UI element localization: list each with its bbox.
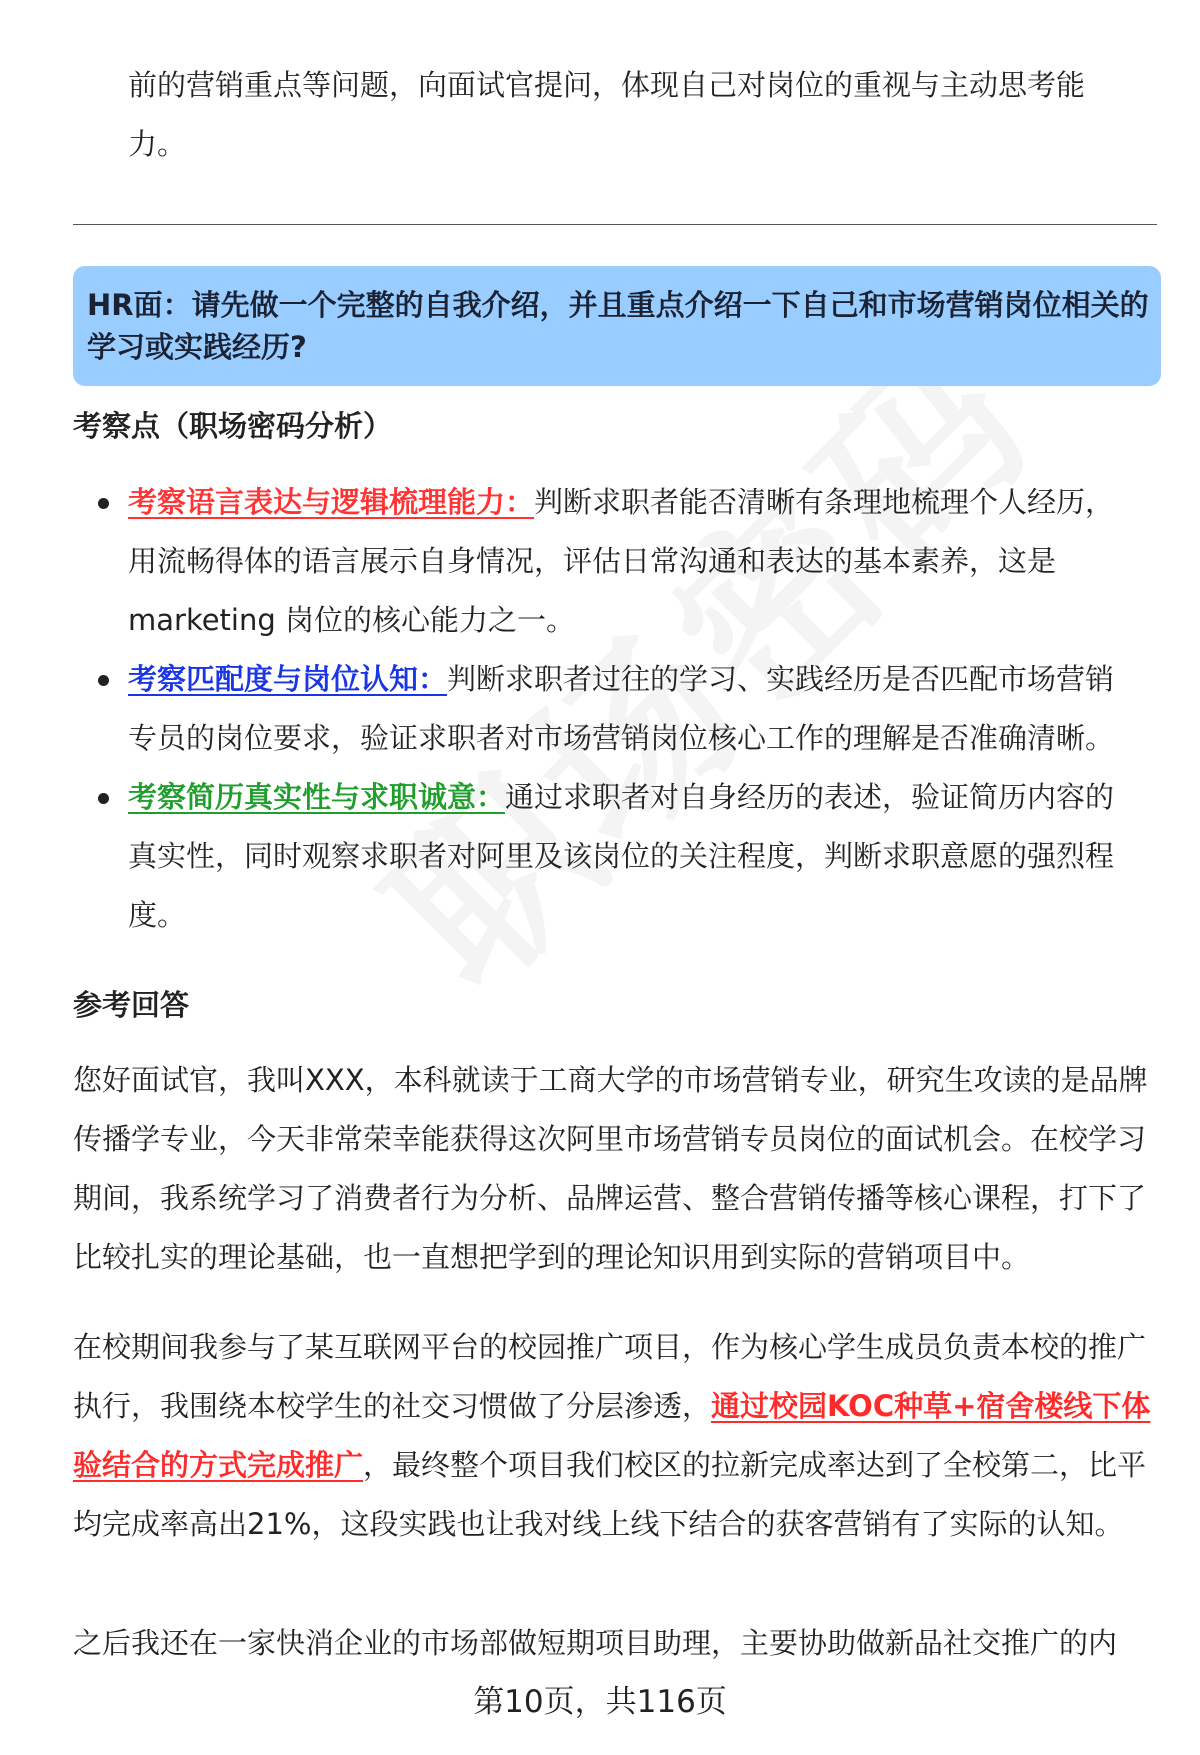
assessment-keyword: 考察简历真实性与求职诚意： xyxy=(128,780,506,814)
bullet-dot-icon xyxy=(98,498,109,509)
assessment-keyword: 考察语言表达与逻辑梳理能力： xyxy=(128,485,535,519)
assessment-text: 判断求职者过往的学习、实践经历是否匹配市场营销专员的岗位要求，验证求职者对市场营销岗位核心工作的理解是否准确清晰。 xyxy=(128,662,1115,755)
question-box: HR面：请先做一个完整的自我介绍，并且重点介绍一下自己和市场营销岗位相关的学习或实践经历? xyxy=(73,266,1161,386)
section-divider xyxy=(73,224,1157,225)
answer-p2-highlight: 通过校园KOC种草+宿舍楼线下体验结合的方式完成推广 xyxy=(73,1389,1151,1482)
page-number: 第10页，共116页 xyxy=(473,1684,727,1720)
assessment-keyword: 考察匹配度与岗位认知： xyxy=(128,662,448,696)
bullet-dot-icon xyxy=(98,793,109,804)
answer-paragraph-3: 之后我还在一家快消企业的市场部做短期项目助理，主要协助做新品社交推广的内 xyxy=(73,1626,1118,1660)
intro-tail-paragraph: 前的营销重点等问题，向面试官提问，体现自己对岗位的重视与主动思考能力。 xyxy=(128,68,1086,161)
assessment-title: 考察点（职场密码分析） xyxy=(73,409,393,443)
assessment-text: 通过求职者对自身经历的表述，验证简历内容的真实性，同时观察求职者对阿里及该岗位的关注程度，判断求职意愿的强烈程度。 xyxy=(128,780,1115,932)
assessment-list xyxy=(128,473,1140,945)
answer-p2-text-after: ，最终整个项目我们校区的拉新完成率达到了全校第二，比平均完成率高出21%，这段实践也让我对线上线下结合的获客营销有了实际的认知。 xyxy=(73,1448,1147,1541)
answer-paragraph-1: 您好面试官，我叫XXX，本科就读于工商大学的市场营销专业，研究生攻读的是品牌传播学专业，今天非常荣幸能获得这次阿里市场营销专员岗位的面试机会。在校学习期间，我系统学习了消费者行为分析、品牌运营、整合营销传播等核心课程，打下了比较扎实的理论基础，也一直想把学到的理论知识用到实际的营销项目中。 xyxy=(73,1063,1148,1274)
answer-title: 参考回答 xyxy=(73,988,190,1022)
assessment-item xyxy=(128,768,1140,945)
assessment-item xyxy=(128,650,1140,768)
answer-p2-text: 在校期间我参与了某互联网平台的校园推广项目，作为核心学生成员负责本校的推广执行，我围绕本校学生的社交习惯做了分层渗透， xyxy=(73,1330,1147,1423)
answer-paragraph-2 xyxy=(73,1318,1155,1554)
assessment-text: 判断求职者能否清晰有条理地梳理个人经历，用流畅得体的语言展示自身情况，评估日常沟通和表达的基本素养，这是 marketing 岗位的核心能力之一。 xyxy=(128,485,1115,637)
assessment-item xyxy=(128,473,1140,650)
bullet-dot-icon xyxy=(98,675,109,686)
